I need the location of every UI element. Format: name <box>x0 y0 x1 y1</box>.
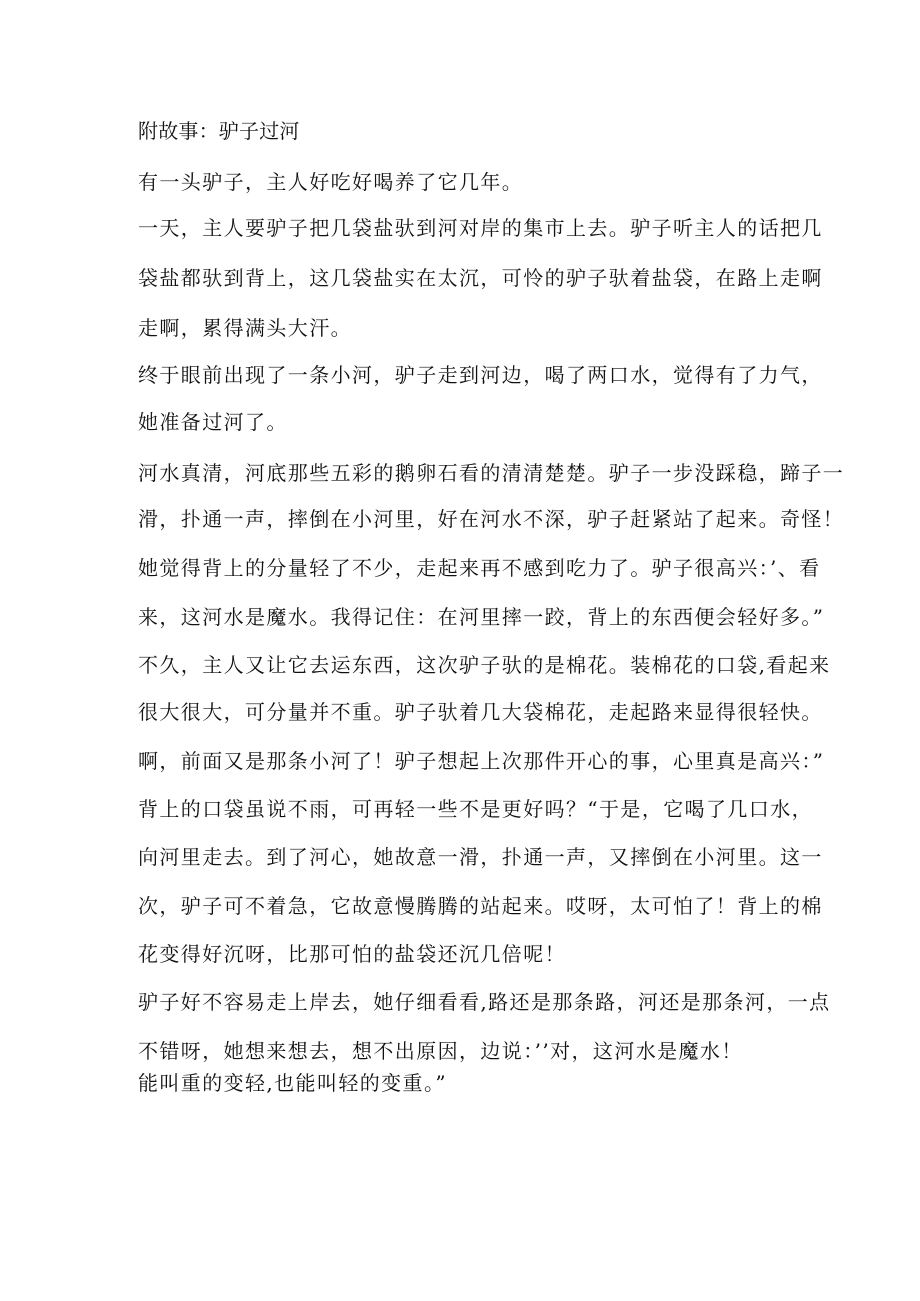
paragraph-line: 她准备过河了。 <box>138 410 288 434</box>
paragraph-line: 花变得好沉呀，比那可怕的盐袋还沉几倍呢！ <box>138 942 566 966</box>
paragraph-line: 河水真清，河底那些五彩的鹅卵石看的清清楚楚。驴子一步没踩稳，蹄子一 <box>138 461 845 485</box>
paragraph-line: 滑，扑通一声，摔倒在小河里，好在河水不深，驴子赶紧站了起来。奇怪！ <box>138 507 845 531</box>
paragraph-line: 终于眼前出现了一条小河，驴子走到河边，喝了两口水，觉得有了力气， <box>138 363 823 387</box>
paragraph-line: 不错呀，她想来想去，想不出原因，边说：’’对，这河水是魔水！ <box>138 1039 743 1063</box>
paragraph-line: 啊，前面又是那条小河了！驴子想起上次那件开心的事，心里真是高兴：” <box>138 749 825 773</box>
paragraph-line: 走啊，累得满头大汗。 <box>138 316 352 340</box>
paragraph-line: 她觉得背上的分量轻了不少，走起来再不感到吃力了。驴子很高兴：’、看 <box>138 556 821 580</box>
paragraph-line: 不久，主人又让它去运东西，这次驴子驮的是棉花。装棉花的口袋,看起来 <box>138 653 831 677</box>
paragraph-line: 一天，主人要驴子把几袋盐驮到河对岸的集市上去。驴子听主人的话把几 <box>138 216 823 240</box>
paragraph-line: 来，这河水是魔水。我得记住：在河里摔一跤，背上的东西便会轻好多。” <box>138 605 825 629</box>
paragraph-line: 袋盐都驮到背上，这几袋盐实在太沉，可怜的驴子驮着盐袋，在路上走啊 <box>138 266 823 290</box>
paragraph-line: 驴子好不容易走上岸去，她仔细看看,路还是那条路，河还是那条河，一点 <box>138 990 831 1014</box>
paragraph-line: 向河里走去。到了河心，她故意一滑，扑通一声，又摔倒在小河里。这一 <box>138 845 823 869</box>
paragraph-line: 能叫重的变轻,也能叫轻的变重。” <box>138 1071 447 1095</box>
document-title: 附故事：驴子过河 <box>138 119 300 143</box>
paragraph-line: 背上的口袋虽说不雨，可再轻一些不是更好吗？“于是，它喝了几口水， <box>138 797 814 821</box>
paragraph-line: 很大很大，可分量并不重。驴子驮着几大袋棉花，走起路来显得很轻快。 <box>138 700 823 724</box>
paragraph-line: 有一头驴子，主人好吃好喝养了它几年。 <box>138 170 524 194</box>
paragraph-line: 次，驴子可不着急，它故意慢腾腾的站起来。哎呀，太可怕了！背上的棉 <box>138 894 823 918</box>
